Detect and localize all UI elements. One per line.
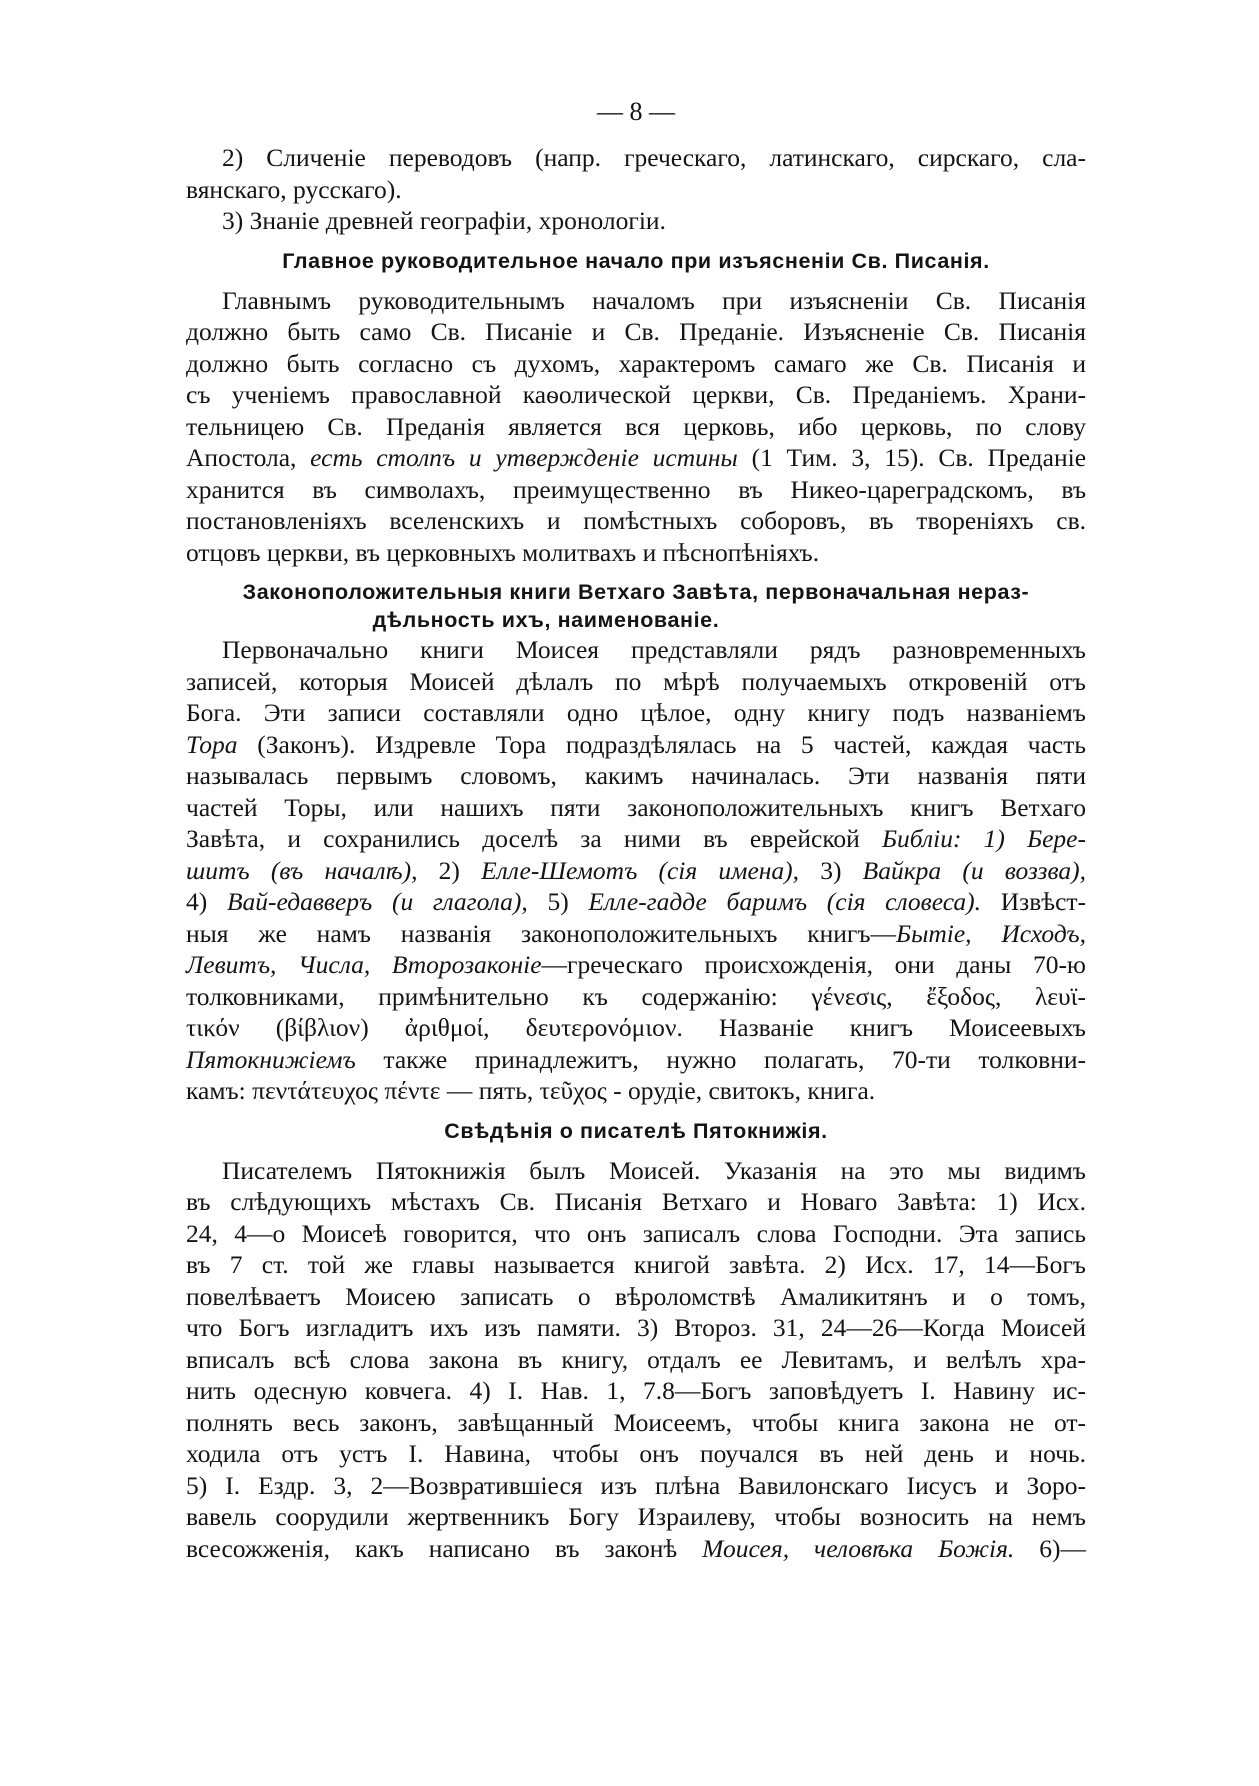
text-line: Бога. Эти записи составляли одно цѣлое, одну книгу подъ названіемъ (186, 698, 1086, 727)
text-run: 6)— (1039, 1533, 1087, 1563)
text-line: толковниками, примѣнительно къ содержанію: γένεσις, ἔξοδος, λευϊ- (186, 981, 1086, 1011)
text-run: (1 Тим. 3, 15). Св. Преданіе (751, 443, 1087, 472)
italic-quote: есть столпъ и утвержденіе истины (310, 443, 738, 472)
text-line: записей, которыя Моисей дѣлалъ по мѣрѣ получаемыхъ откровеній отъ (186, 666, 1086, 696)
text-line: Первоначально книги Моисея представляли рядъ разновременныхъ (222, 635, 1086, 664)
text-line (186, 855, 1086, 887)
text-run: также принадлежитъ, нужно полагать, 70-ти толковни- (383, 1044, 1086, 1074)
text-line: частей Торы, или нашихъ пяти законоположительныхъ книгъ Ветхаго (186, 792, 1086, 822)
text-line (186, 918, 1086, 950)
italic-term: Елле-Шемотъ (сія имена), (481, 855, 800, 885)
text-line: что Богъ изгладитъ ихъ изъ памяти. 3) Второз. 31, 24—26—Когда Моисей (186, 1313, 1086, 1342)
italic-term: Вай-едавверъ (и глагола), (226, 887, 528, 916)
text-run: (Законъ). Издревле Тора подраздѣлялась на 5 частей, каждая часть (257, 729, 1087, 759)
book-page (186, 96, 1086, 1564)
text-line: тельницею Св. Преданія является вся церковь, ибо церковь, по слову (186, 411, 1086, 441)
text-run: 2) (438, 855, 460, 885)
text-line: τικόν (βίβλιον) ἀριθμοί, δευτερονόμιον. Названіе книгъ Моисеевыхъ (186, 1013, 1086, 1042)
italic-quote: Моисея, человѣка Божія. (702, 1533, 1015, 1563)
italic-term: Елле-гадде баримъ (сія словеса). (588, 887, 982, 916)
text-line (186, 823, 1086, 855)
text-line: 3) Знаніе древней географіи, хронологіи. (222, 206, 666, 235)
text-line: называлась первымъ словомъ, какимъ начиналась. Эти названія пяти (186, 761, 1086, 790)
text-run: Завѣта, и сохранились доселѣ за ними въ еврейской (186, 824, 860, 853)
text-run: Извѣст- (1000, 887, 1087, 916)
text-line: повелѣваетъ Моисею записать о вѣроломствѣ Амаликитянъ и о томъ, (186, 1281, 1086, 1311)
section-heading: дѣльность ихъ, наименованіе. (372, 608, 720, 632)
text-line: Писателемъ Пятокнижія былъ Моисей. Указанія на это мы видимъ (222, 1155, 1086, 1185)
text-run: 3) (820, 855, 842, 885)
text-run: —греческаго происхожденія, они даны 70-ю (541, 950, 1086, 979)
text-line: вавель соорудили жертвенникъ Богу Израилеву, чтобы возносить на немъ (186, 1502, 1086, 1531)
text-run: Апостола, (186, 443, 297, 472)
text-run: 5) (547, 887, 569, 916)
text-line (186, 442, 1086, 474)
text-line (186, 1533, 1086, 1565)
text-line (186, 729, 1086, 761)
text-run: ныя же намъ названія законоположительныхъ книгъ— (186, 918, 897, 948)
section-heading: Свѣдѣнія о писателѣ Пятокнижія. (444, 1118, 828, 1143)
italic-term: Пятокнижіемъ (186, 1044, 356, 1074)
text-line: въ 7 ст. той же главы называется книгой завѣта. 2) Исх. 17, 14—Богъ (186, 1250, 1086, 1279)
text-line (186, 1044, 1086, 1076)
text-line: полнять весь законъ, завѣщанный Моисеемъ, чтобы книга закона не от- (186, 1407, 1086, 1437)
italic-term: Тора (186, 729, 238, 759)
text-line: должно быть согласно съ духомъ, характеромъ самаго же Св. Писанія и (186, 348, 1086, 378)
text-line: нить одесную ковчега. 4) І. Нав. 1, 7.8—Богъ заповѣдуетъ І. Навину ис- (186, 1376, 1086, 1405)
text-line: 24, 4—о Моисеѣ говорится, что онъ записалъ слова Господни. Эта запись (186, 1218, 1086, 1248)
text-line: 2) Сличеніе переводовъ (напр. греческаго, латинскаго, сирскаго, сла- (222, 143, 1086, 172)
text-line: 5) І. Ездр. 3, 2—Возвратившіеся изъ плѣна Вавилонскаго Іисусъ и Зоро- (186, 1470, 1086, 1500)
page-number: — 8 — (597, 97, 675, 126)
italic-term: Левитъ, Числа, Второзаконіе (186, 950, 542, 979)
italic-term: Вайкра (и воззва), (862, 855, 1087, 885)
text-line: хранится въ символахъ, преимущественно въ Никео-цареградскомъ, въ (186, 474, 1086, 504)
text-line (186, 949, 1086, 981)
section-heading: Законоположительныя книги Ветхаго Завѣта, первоначальная нераз- (242, 580, 1030, 604)
text-line: камъ: πεντάτευχος πέντε — пять, τεῦχος - орудіе, свитокъ, книга. (186, 1076, 876, 1105)
text-line: въ слѣдующихъ мѣстахъ Св. Писанія Ветхаго и Новаго Завѣта: 1) Исх. (186, 1187, 1086, 1216)
italic-term: Бытіе, Исходъ, (896, 918, 1087, 948)
section-heading: Главное руководительное начало при изъясненіи Св. Писанія. (282, 248, 990, 273)
text-line: постановленіяхъ вселенскихъ и помѣстныхъ соборовъ, въ твореніяхъ св. (186, 506, 1086, 535)
text-line: вписалъ всѣ слова закона въ книгу, отдалъ ее Левитамъ, и велѣлъ хра- (186, 1344, 1086, 1374)
text-line: вянскаго, русскаго). (186, 174, 402, 204)
text-line (186, 886, 1086, 918)
text-line: отцовъ церкви, въ церковныхъ молитвахъ и пѣснопѣніяхъ. (186, 537, 820, 567)
italic-term: Библіи: 1) Бере- (882, 824, 1086, 853)
text-line: съ ученіемъ православной каѳолической церкви, Св. Преданіемъ. Храни- (186, 380, 1086, 409)
text-run: всесожженія, какъ написано въ законѣ (186, 1533, 678, 1563)
text-line: ходила отъ устъ І. Навина, чтобы онъ поучался въ ней день и ночь. (186, 1439, 1086, 1468)
italic-term: шитъ (въ началѣ), (186, 855, 418, 885)
text-line: Главнымъ руководительнымъ началомъ при изъясненіи Св. Писанія (222, 285, 1086, 315)
text-run: 4) (186, 887, 208, 916)
text-line: должно быть само Св. Писаніе и Св. Преданіе. Изъясненіе Св. Писанія (186, 317, 1086, 346)
